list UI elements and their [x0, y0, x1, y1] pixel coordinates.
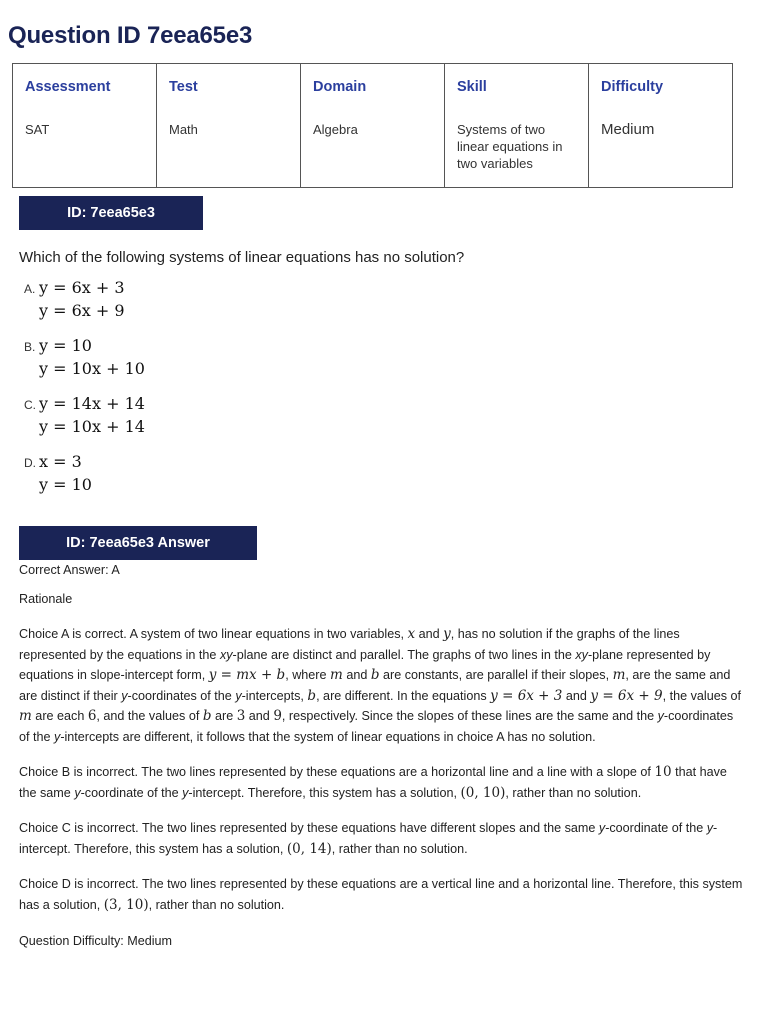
italic: y	[235, 688, 242, 703]
choice-letter: A.	[24, 282, 36, 296]
text: , where	[285, 668, 331, 682]
text: -coordinate of the	[605, 821, 707, 835]
text: Choice C is incorrect. The two lines represented by these equations have different slopes and the same	[19, 821, 599, 835]
header-assessment: Assessment	[13, 64, 157, 110]
math: 3	[236, 708, 246, 724]
text: , are different. In the equations	[316, 688, 491, 703]
math: 10	[654, 764, 672, 780]
text: -coordinates of the	[127, 688, 236, 703]
value-domain: Algebra	[301, 109, 445, 188]
text: , and the values of	[96, 709, 203, 723]
math: m	[19, 708, 32, 724]
math: (0, 14)	[286, 840, 332, 857]
question-id-bar: ID: 7eea65e3	[19, 196, 203, 230]
text: , has no solution if the graphs of the lines represented by the equations in the	[19, 627, 680, 662]
italic: y	[598, 821, 606, 835]
math: b	[202, 708, 212, 724]
rationale-choice-c	[19, 818, 747, 859]
italic: xy	[219, 647, 233, 662]
text: Choice A is correct. A system of two linear equations in two variables,	[19, 627, 408, 641]
italic: xy	[575, 647, 588, 662]
text: -coordinate of the	[80, 785, 183, 800]
italic: y	[657, 709, 664, 723]
header-difficulty: Difficulty	[589, 64, 733, 110]
value-test: Math	[157, 109, 301, 188]
question-metadata-table	[12, 63, 733, 188]
math: m	[612, 667, 626, 683]
math: (0, 10)	[460, 784, 506, 801]
choice-letter: B.	[24, 340, 36, 354]
math: y = 6x + 3	[490, 687, 563, 704]
rationale-label: Rationale	[19, 592, 73, 606]
text: are each	[31, 709, 88, 723]
math: y = mx + b	[208, 667, 286, 683]
question-text: Which of the following systems of linear equations has no solution?	[19, 249, 465, 266]
math: b	[370, 667, 380, 683]
text: , rather than no solution.	[331, 841, 468, 856]
answer-id-bar: ID: 7eea65e3 Answer	[19, 526, 257, 560]
text: -intercepts,	[241, 688, 308, 703]
choice-equation: y = 10x + 10	[39, 359, 145, 378]
math: (3, 10)	[103, 896, 149, 913]
italic: y	[74, 785, 81, 800]
text: -plane represented by equations in slope-intercept form,	[19, 647, 711, 682]
math: y = 6x + 9	[590, 687, 663, 704]
italic: y	[121, 688, 128, 703]
math: x	[407, 626, 416, 642]
page-title: Question ID 7eea65e3	[8, 22, 253, 49]
text: -intercept. Therefore, this system has a solution,	[188, 785, 461, 800]
math: 6	[87, 708, 97, 724]
rationale-choice-d	[19, 874, 747, 915]
text: , respectively. Since the slopes of these lines are the same and the	[281, 709, 658, 723]
rationale-choice-b	[19, 762, 747, 803]
text: that have the same	[19, 765, 727, 800]
question-difficulty: Question Difficulty: Medium	[19, 934, 173, 948]
text: Choice D is incorrect. The two lines represented by these equations are a vertical line and a horizontal line. Therefore, this system has a solution,	[19, 877, 743, 912]
choice-equation: x = 3	[39, 452, 82, 471]
text: , the values of	[662, 688, 742, 703]
text: and	[342, 668, 371, 682]
text: Choice B is incorrect. The two lines represented by these equations are a horizontal line and a line with a slope of	[19, 765, 655, 779]
italic: y	[182, 785, 189, 800]
text: and	[562, 688, 591, 703]
text: are constants, are parallel if their slopes,	[379, 668, 613, 682]
text: -intercept. Therefore, this system has a solution,	[19, 821, 718, 856]
math: b	[307, 687, 317, 704]
italic: y	[54, 729, 61, 744]
math: y	[443, 626, 451, 642]
value-difficulty: Medium	[589, 109, 733, 188]
choice-equation: y = 10x + 14	[39, 417, 145, 436]
text: , rather than no solution.	[148, 897, 285, 912]
text: -coordinates of the	[19, 709, 734, 744]
header-test: Test	[157, 64, 301, 110]
choice-equation: y = 6x + 3	[39, 278, 125, 297]
header-skill: Skill	[445, 64, 589, 110]
text: are	[211, 709, 237, 723]
choice-equation: y = 6x + 9	[39, 301, 125, 320]
correct-answer: Correct Answer: A	[19, 563, 120, 577]
choice-equation: y = 10	[39, 336, 92, 355]
choice-letter: D.	[24, 456, 36, 470]
choice-letter: C.	[24, 398, 36, 412]
text: -plane are distinct and parallel. The graphs of two lines in the	[232, 647, 576, 662]
value-skill: Systems of two linear equations in two variables	[445, 109, 589, 188]
text: -intercepts are different, it follows that the system of linear equations in choice A has no solution.	[60, 729, 596, 744]
choice-equation: y = 10	[39, 475, 92, 494]
text: and	[415, 627, 444, 641]
rationale-choice-a	[19, 624, 747, 747]
value-assessment: SAT	[13, 109, 157, 188]
text: , are the same and are distinct if their	[19, 668, 731, 703]
text: and	[245, 709, 274, 723]
header-domain: Domain	[301, 64, 445, 110]
text: , rather than no solution.	[505, 785, 642, 800]
choice-equation: y = 14x + 14	[39, 394, 145, 413]
math: m	[330, 667, 343, 683]
italic: y	[706, 821, 713, 835]
math: 9	[273, 708, 282, 724]
